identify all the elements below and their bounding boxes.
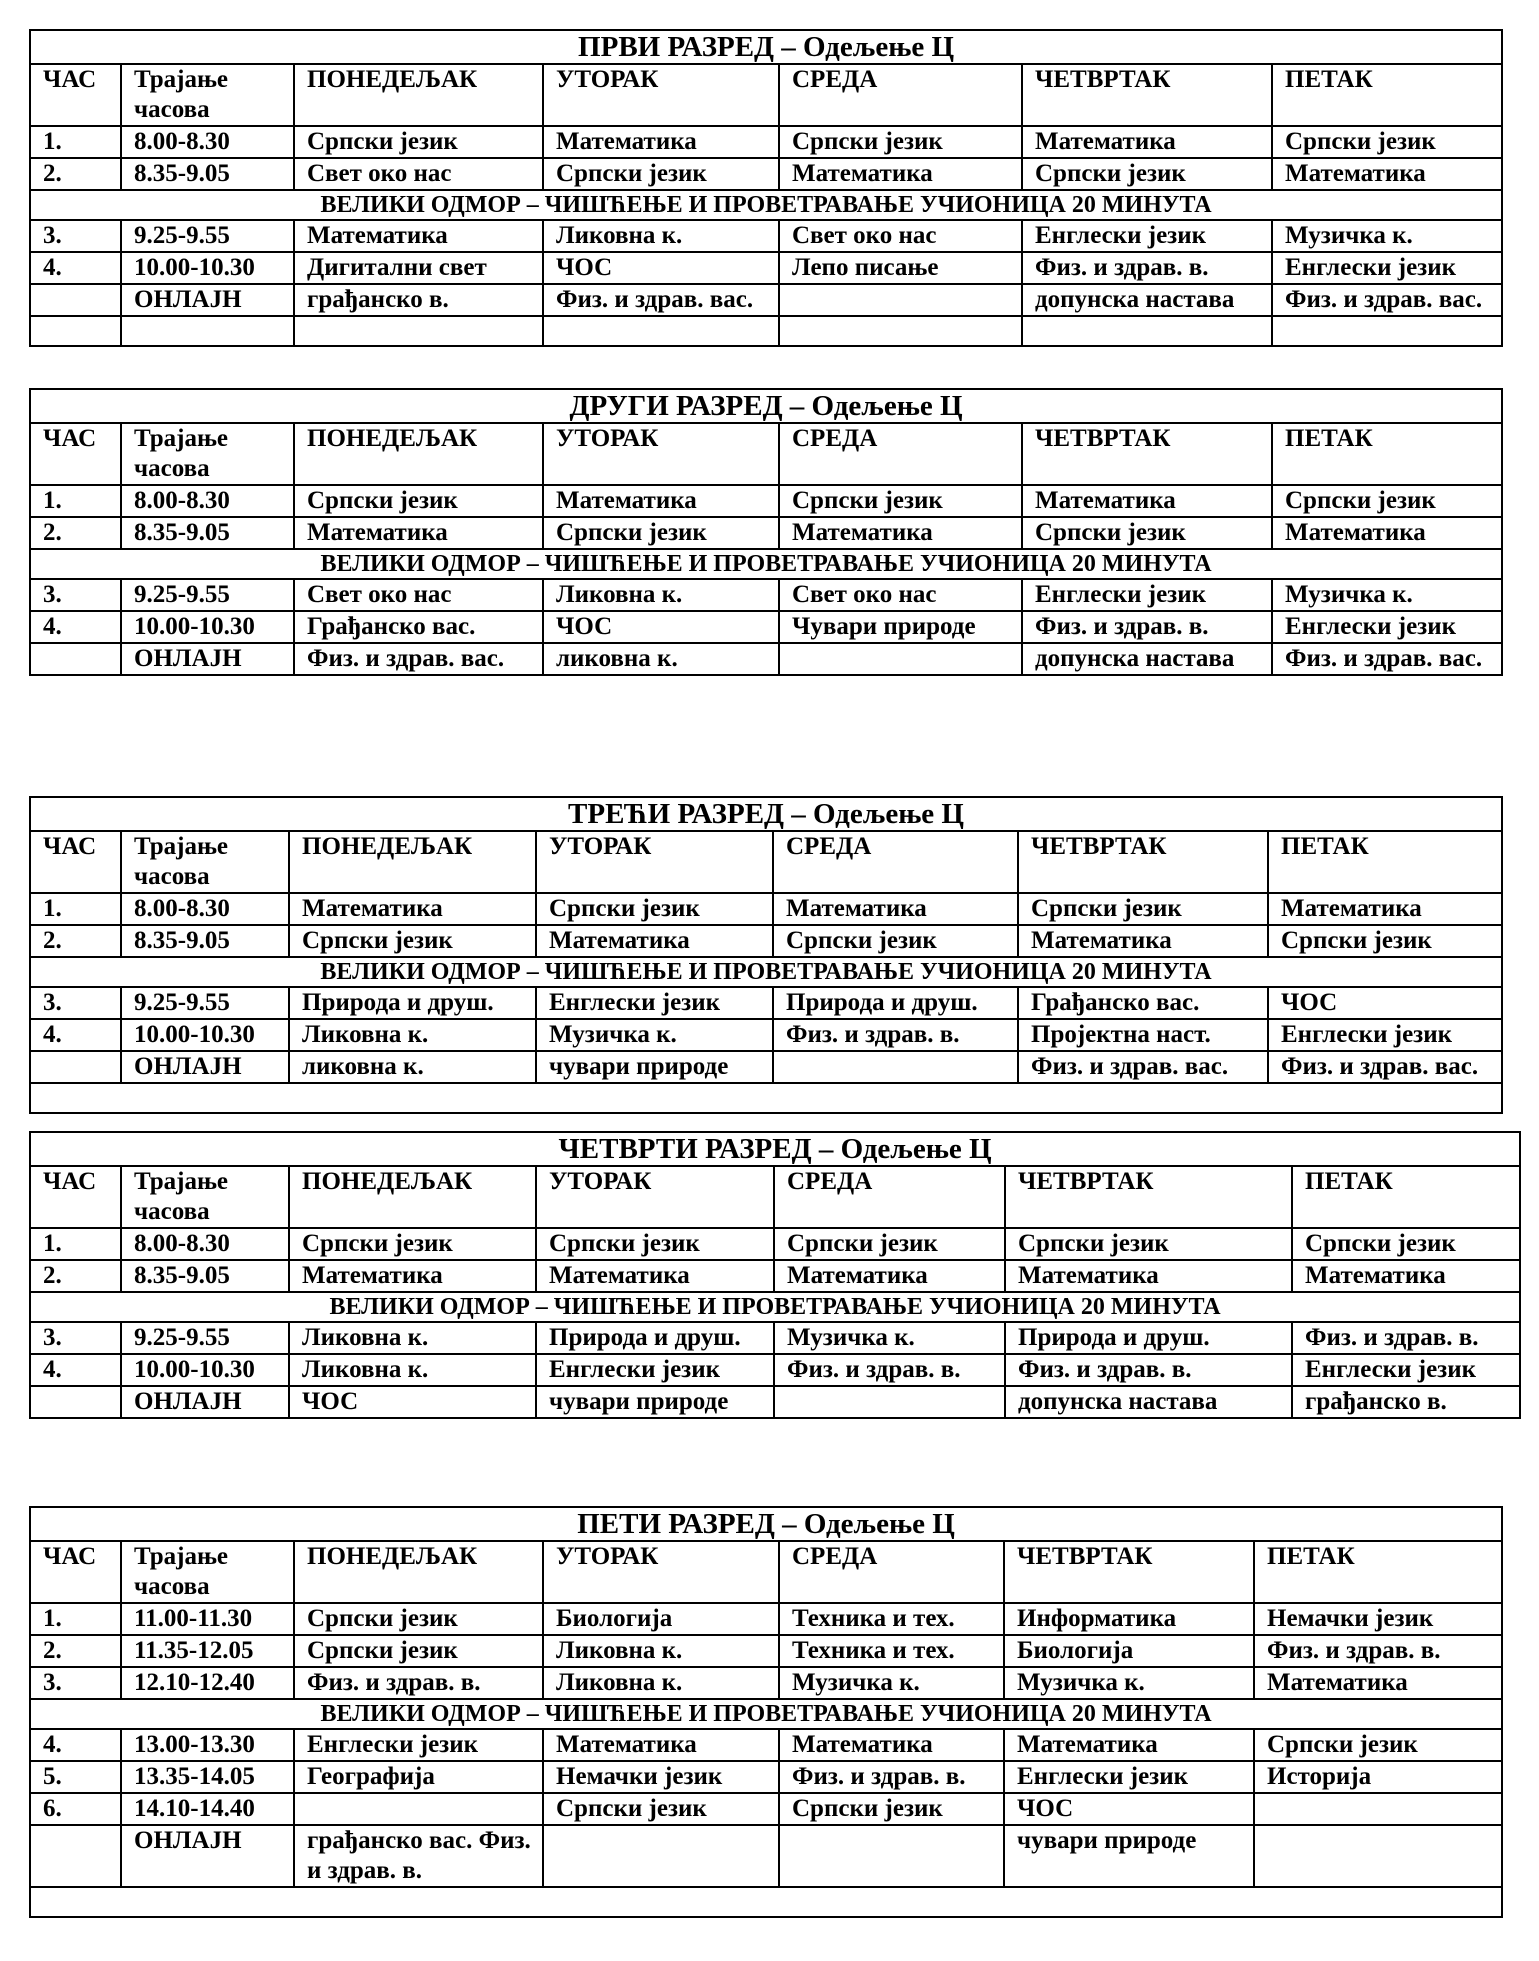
schedule-table (29, 29, 1503, 347)
schedule-cell: ликовна к. (289, 1051, 536, 1083)
schedule-cell: 10.00-10.30 (121, 611, 294, 643)
table-row (30, 517, 1502, 549)
schedule-cell: Лепо писање (779, 252, 1022, 284)
schedule-cell: 9.25-9.55 (121, 987, 289, 1019)
schedule-cell: Чувари природе (779, 611, 1022, 643)
schedule-cell: ОНЛАЈН (121, 284, 294, 316)
blank-cell (294, 316, 543, 346)
class-title: ТРЕЋИ РАЗРЕД – Одељење Ц (30, 797, 1502, 831)
schedule-cell: 12.10-12.40 (121, 1667, 294, 1699)
schedule-cell: допунска настава (1022, 643, 1272, 675)
schedule-cell: Музичка к. (779, 1667, 1004, 1699)
break-row (30, 190, 1502, 220)
table-row (30, 220, 1502, 252)
schedule-cell: Математика (1272, 517, 1502, 549)
schedule-cell (773, 1051, 1018, 1083)
schedule-cell: допунска настава (1022, 284, 1272, 316)
schedule-table (29, 1131, 1521, 1419)
schedule-cell: ликовна к. (543, 643, 779, 675)
schedule-cell: 9.25-9.55 (121, 579, 294, 611)
break-row (30, 1699, 1502, 1729)
schedule-cell: Математика (294, 517, 543, 549)
schedule-cell: ОНЛАЈН (121, 1386, 289, 1418)
schedule-cell: Српски језик (1005, 1228, 1292, 1260)
schedule-cell (1254, 1825, 1502, 1887)
title-row (30, 1507, 1502, 1541)
header-cell-mon: ПОНЕДЕЉАК (294, 64, 543, 126)
schedule-cell: чувари природе (1004, 1825, 1254, 1887)
header-cell-tue: УТОРАК (543, 64, 779, 126)
class-title: ПРВИ РАЗРЕД – Одељење Ц (30, 30, 1502, 64)
blank-cell (543, 316, 779, 346)
schedule-cell: 3. (30, 579, 121, 611)
schedule-cell: Техника и тех. (779, 1603, 1004, 1635)
header-row (30, 423, 1502, 485)
schedule-cell: 4. (30, 1729, 121, 1761)
schedule-cell (543, 1825, 779, 1887)
blank-cell (779, 316, 1022, 346)
schedule-cell: чувари природе (536, 1386, 774, 1418)
schedule-cell: Српски језик (779, 1793, 1004, 1825)
header-cell-thu: ЧЕТВРТАК (1005, 1166, 1292, 1228)
header-cell-period: ЧАС (30, 1541, 121, 1603)
schedule-cell: Музичка к. (536, 1019, 773, 1051)
header-cell-fri: ПЕТАК (1272, 64, 1502, 126)
header-row (30, 831, 1502, 893)
schedule-cell: Српски језик (1018, 893, 1268, 925)
header-cell-mon: ПОНЕДЕЉАК (289, 1166, 536, 1228)
schedule-cell: Математика (779, 517, 1022, 549)
break-row (30, 549, 1502, 579)
header-cell-period: ЧАС (30, 64, 121, 126)
header-cell-wed: СРЕДА (779, 423, 1022, 485)
table-row (30, 1793, 1502, 1825)
table-row (30, 1729, 1502, 1761)
schedule-cell: Физ. и здрав. в. (294, 1667, 543, 1699)
schedule-cell: Пројектна наст. (1018, 1019, 1268, 1051)
schedule-cell: Музичка к. (1272, 579, 1502, 611)
schedule-cell: 1. (30, 893, 121, 925)
header-cell-duration: Трајање часова (121, 423, 294, 485)
table-row (30, 1603, 1502, 1635)
schedule-cell: 13.35-14.05 (121, 1761, 294, 1793)
schedule-cell: Математика (289, 1260, 536, 1292)
schedule-cell: 4. (30, 611, 121, 643)
schedule-cell: Ликовна к. (543, 220, 779, 252)
schedule-cell: Математика (1018, 925, 1268, 957)
schedule-cell: Енглески језик (1272, 252, 1502, 284)
schedule-cell: чувари природе (536, 1051, 773, 1083)
schedule-cell: Српски језик (536, 1228, 774, 1260)
header-cell-duration: Трајање часова (121, 831, 289, 893)
header-cell-mon: ПОНЕДЕЉАК (294, 1541, 543, 1603)
blank-cell (1272, 316, 1502, 346)
schedule-cell: Свет око нас (779, 579, 1022, 611)
schedule-cell: Математика (543, 1729, 779, 1761)
break-notice: ВЕЛИКИ ОДМОР – ЧИШЋЕЊЕ И ПРОВЕТРАВАЊЕ УЧИОНИЦА 20 МИНУТА (30, 1292, 1520, 1322)
schedule-cell: 3. (30, 1322, 121, 1354)
schedule-cell: ЧОС (543, 252, 779, 284)
schedule-cell: 4. (30, 1019, 121, 1051)
header-cell-wed: СРЕДА (773, 831, 1018, 893)
schedule-cell: Српски језик (774, 1228, 1005, 1260)
schedule-cell: Српски језик (1254, 1729, 1502, 1761)
schedule-cell: Свет око нас (294, 158, 543, 190)
schedule-cell: Енглески језик (1272, 611, 1502, 643)
table-row (30, 485, 1502, 517)
header-cell-duration: Трајање часова (121, 64, 294, 126)
schedule-cell: Српски језик (294, 485, 543, 517)
schedule-cell: Енглески језик (1292, 1354, 1520, 1386)
schedule-cell: 2. (30, 1260, 121, 1292)
schedule-cell: Математика (773, 893, 1018, 925)
schedule-cell: Ликовна к. (289, 1019, 536, 1051)
header-cell-thu: ЧЕТВРТАК (1004, 1541, 1254, 1603)
schedule-cell: 10.00-10.30 (121, 252, 294, 284)
schedule-cell: Природа и друш. (1005, 1322, 1292, 1354)
schedule-cell: Физ. и здрав. в. (1022, 252, 1272, 284)
schedule-cell (779, 1825, 1004, 1887)
schedule-cell: 8.35-9.05 (121, 1260, 289, 1292)
schedule-cell: Ликовна к. (543, 1635, 779, 1667)
blank-row (30, 1887, 1502, 1917)
header-cell-mon: ПОНЕДЕЉАК (289, 831, 536, 893)
header-cell-period: ЧАС (30, 831, 121, 893)
table-row (30, 1386, 1520, 1418)
table-row (30, 987, 1502, 1019)
break-row (30, 957, 1502, 987)
schedule-cell: Математика (543, 126, 779, 158)
schedule-cell: Енглески језик (536, 987, 773, 1019)
header-row (30, 1166, 1520, 1228)
table-row (30, 158, 1502, 190)
schedule-cell: ЧОС (543, 611, 779, 643)
schedule-cell: ЧОС (1268, 987, 1502, 1019)
schedule-cell: 8.35-9.05 (121, 158, 294, 190)
schedule-cell: Српски језик (294, 126, 543, 158)
schedule-cell: 10.00-10.30 (121, 1354, 289, 1386)
schedule-cell: 2. (30, 158, 121, 190)
schedule-cell: 1. (30, 126, 121, 158)
header-cell-wed: СРЕДА (774, 1166, 1005, 1228)
table-row (30, 1761, 1502, 1793)
schedule-cell: Немачки језик (1254, 1603, 1502, 1635)
table-row (30, 893, 1502, 925)
schedule-cell: Математика (536, 1260, 774, 1292)
schedule-cell: Физ. и здрав. в. (774, 1354, 1005, 1386)
schedule-cell (30, 1051, 121, 1083)
schedule-cell: Физ. и здрав. вас. (1268, 1051, 1502, 1083)
schedule-cell: 8.00-8.30 (121, 1228, 289, 1260)
schedule-cell: Природа и друш. (289, 987, 536, 1019)
schedule-cell: Грађанско вас. (294, 611, 543, 643)
schedule-cell: ЧОС (1004, 1793, 1254, 1825)
header-cell-wed: СРЕДА (779, 64, 1022, 126)
blank-cell (121, 316, 294, 346)
schedule-cell: 8.35-9.05 (121, 517, 294, 549)
schedule-cell: Српски језик (1272, 485, 1502, 517)
schedule-cell: Музичка к. (1004, 1667, 1254, 1699)
table-row (30, 643, 1502, 675)
table-row (30, 1825, 1502, 1887)
schedule-cell (30, 1386, 121, 1418)
schedule-cell: Српски језик (779, 485, 1022, 517)
header-cell-fri: ПЕТАК (1254, 1541, 1502, 1603)
schedule-cell: 8.00-8.30 (121, 485, 294, 517)
schedule-cell: Српски језик (289, 1228, 536, 1260)
schedule-cell: Српски језик (1272, 126, 1502, 158)
schedule-cell: Енглески језик (1022, 579, 1272, 611)
header-cell-duration: Трајање часова (121, 1166, 289, 1228)
schedule-cell: Биологија (543, 1603, 779, 1635)
header-cell-duration: Трајање часова (121, 1541, 294, 1603)
schedule-table (29, 796, 1503, 1114)
schedule-cell: ОНЛАЈН (121, 1825, 294, 1887)
schedule-cell: 3. (30, 1667, 121, 1699)
schedule-cell: Математика (1005, 1260, 1292, 1292)
schedule-cell: Математика (779, 158, 1022, 190)
header-cell-fri: ПЕТАК (1268, 831, 1502, 893)
schedule-cell: ОНЛАЈН (121, 1051, 289, 1083)
schedule-cell: 1. (30, 1603, 121, 1635)
header-cell-tue: УТОРАК (536, 831, 773, 893)
title-row (30, 30, 1502, 64)
schedule-cell: Математика (1254, 1667, 1502, 1699)
schedule-cell: Енглески језик (294, 1729, 543, 1761)
schedule-cell: Енглески језик (536, 1354, 774, 1386)
header-cell-tue: УТОРАК (543, 423, 779, 485)
header-cell-thu: ЧЕТВРТАК (1022, 423, 1272, 485)
schedule-cell: 11.00-11.30 (121, 1603, 294, 1635)
schedule-cell: Свет око нас (294, 579, 543, 611)
schedule-cell: Физ. и здрав. в. (1292, 1322, 1520, 1354)
title-row (30, 797, 1502, 831)
schedule-cell: Ликовна к. (543, 579, 779, 611)
schedule-cell: Дигитални свет (294, 252, 543, 284)
schedule-cell: Математика (774, 1260, 1005, 1292)
break-notice: ВЕЛИКИ ОДМОР – ЧИШЋЕЊЕ И ПРОВЕТРАВАЊЕ УЧИОНИЦА 20 МИНУТА (30, 1699, 1502, 1729)
table-row (30, 252, 1502, 284)
schedule-cell (30, 284, 121, 316)
schedule-cell: Српски језик (536, 893, 773, 925)
schedule-cell: 2. (30, 925, 121, 957)
schedule-cell: Српски језик (1022, 158, 1272, 190)
schedule-cell: Природа и друш. (536, 1322, 774, 1354)
schedule-cell: Математика (289, 893, 536, 925)
break-row (30, 1292, 1520, 1322)
header-cell-thu: ЧЕТВРТАК (1018, 831, 1268, 893)
header-cell-mon: ПОНЕДЕЉАК (294, 423, 543, 485)
blank-cell (1022, 316, 1272, 346)
schedule-cell (774, 1386, 1005, 1418)
table-row (30, 1051, 1502, 1083)
schedule-cell: 10.00-10.30 (121, 1019, 289, 1051)
table-row (30, 1354, 1520, 1386)
schedule-cell: 8.00-8.30 (121, 126, 294, 158)
schedule-cell: Биологија (1004, 1635, 1254, 1667)
schedule-cell: Географија (294, 1761, 543, 1793)
schedule-cell: 11.35-12.05 (121, 1635, 294, 1667)
schedule-cell: Математика (1272, 158, 1502, 190)
schedule-cell: Физ. и здрав. в. (779, 1761, 1004, 1793)
table-row (30, 611, 1502, 643)
schedule-cell: Енглески језик (1004, 1761, 1254, 1793)
schedule-cell: 4. (30, 1354, 121, 1386)
table-row (30, 1667, 1502, 1699)
blank-cell (30, 316, 121, 346)
table-row (30, 925, 1502, 957)
schedule-cell: 14.10-14.40 (121, 1793, 294, 1825)
header-cell-period: ЧАС (30, 423, 121, 485)
schedule-cell: Српски језик (294, 1603, 543, 1635)
header-cell-thu: ЧЕТВРТАК (1022, 64, 1272, 126)
schedule-cell: Математика (1004, 1729, 1254, 1761)
schedule-cell: 5. (30, 1761, 121, 1793)
schedule-cell: Грађанско вас. (1018, 987, 1268, 1019)
schedule-cell: Српски језик (1022, 517, 1272, 549)
header-cell-tue: УТОРАК (543, 1541, 779, 1603)
class-title: ЧЕТВРТИ РАЗРЕД – Одељење Ц (30, 1132, 1520, 1166)
schedule-cell: допунска настава (1005, 1386, 1292, 1418)
schedule-cell: Српски језик (1292, 1228, 1520, 1260)
schedule-cell: Српски језик (543, 1793, 779, 1825)
schedule-cell: Музичка к. (774, 1322, 1005, 1354)
schedule-cell: 2. (30, 1635, 121, 1667)
table-row (30, 1228, 1520, 1260)
schedule-cell: Физ. и здрав. вас. (294, 643, 543, 675)
break-notice: ВЕЛИКИ ОДМОР – ЧИШЋЕЊЕ И ПРОВЕТРАВАЊЕ УЧИОНИЦА 20 МИНУТА (30, 549, 1502, 579)
schedule-cell: Немачки језик (543, 1761, 779, 1793)
blank-cell (30, 1887, 1502, 1917)
schedule-cell: Математика (779, 1729, 1004, 1761)
schedule-cell: Српски језик (289, 925, 536, 957)
schedule-cell: 9.25-9.55 (121, 1322, 289, 1354)
schedule-cell: Математика (536, 925, 773, 957)
table-row (30, 579, 1502, 611)
schedule-cell: Физ. и здрав. в. (1254, 1635, 1502, 1667)
header-cell-period: ЧАС (30, 1166, 121, 1228)
schedule-cell: Историја (1254, 1761, 1502, 1793)
class-title: ПЕТИ РАЗРЕД – Одељење Ц (30, 1507, 1502, 1541)
schedule-cell: грађанско вас. Физ. и здрав. в. (294, 1825, 543, 1887)
schedule-cell: грађанско в. (294, 284, 543, 316)
schedule-cell: Ликовна к. (289, 1322, 536, 1354)
schedule-cell: 1. (30, 485, 121, 517)
schedule-cell: Српски језик (543, 517, 779, 549)
schedule-cell: Физ. и здрав. в. (1022, 611, 1272, 643)
schedule-cell: грађанско в. (1292, 1386, 1520, 1418)
schedule-cell (1254, 1793, 1502, 1825)
schedule-cell: Српски језик (1268, 925, 1502, 957)
schedule-cell: Српски језик (773, 925, 1018, 957)
schedule-cell: Енглески језик (1022, 220, 1272, 252)
schedule-cell: Математика (1268, 893, 1502, 925)
schedule-cell: Српски језик (543, 158, 779, 190)
table-row (30, 1322, 1520, 1354)
table-row (30, 284, 1502, 316)
schedule-cell (294, 1793, 543, 1825)
title-row (30, 1132, 1520, 1166)
break-notice: ВЕЛИКИ ОДМОР – ЧИШЋЕЊЕ И ПРОВЕТРАВАЊЕ УЧИОНИЦА 20 МИНУТА (30, 957, 1502, 987)
schedule-table (29, 1506, 1503, 1918)
break-notice: ВЕЛИКИ ОДМОР – ЧИШЋЕЊЕ И ПРОВЕТРАВАЊЕ УЧИОНИЦА 20 МИНУТА (30, 190, 1502, 220)
table-row (30, 1260, 1520, 1292)
schedule-cell (779, 643, 1022, 675)
schedule-cell: Енглески језик (1268, 1019, 1502, 1051)
schedule-cell: ЧОС (289, 1386, 536, 1418)
schedule-cell: ОНЛАЈН (121, 643, 294, 675)
schedule-table (29, 388, 1503, 676)
title-row (30, 389, 1502, 423)
schedule-cell: Физ. и здрав. вас. (1272, 643, 1502, 675)
schedule-cell: 13.00-13.30 (121, 1729, 294, 1761)
schedule-cell (779, 284, 1022, 316)
schedule-cell: Музичка к. (1272, 220, 1502, 252)
schedule-cell: 8.00-8.30 (121, 893, 289, 925)
table-row (30, 126, 1502, 158)
schedule-cell: Математика (1022, 485, 1272, 517)
schedule-cell: 2. (30, 517, 121, 549)
schedule-cell: Ликовна к. (543, 1667, 779, 1699)
schedule-cell: Ликовна к. (289, 1354, 536, 1386)
schedule-cell: 3. (30, 987, 121, 1019)
header-cell-tue: УТОРАК (536, 1166, 774, 1228)
blank-cell (30, 1083, 1502, 1113)
schedule-cell: Физ. и здрав. в. (1005, 1354, 1292, 1386)
schedule-cell: Физ. и здрав. в. (773, 1019, 1018, 1051)
schedule-cell: Математика (294, 220, 543, 252)
header-cell-fri: ПЕТАК (1292, 1166, 1520, 1228)
schedule-cell: Информатика (1004, 1603, 1254, 1635)
schedule-cell: Српски језик (779, 126, 1022, 158)
header-row (30, 1541, 1502, 1603)
schedule-cell: Свет око нас (779, 220, 1022, 252)
schedule-cell: Српски језик (294, 1635, 543, 1667)
schedule-cell: Физ. и здрав. вас. (543, 284, 779, 316)
table-row (30, 1019, 1502, 1051)
blank-row (30, 1083, 1502, 1113)
schedule-cell (30, 1825, 121, 1887)
schedule-cell: Техника и тех. (779, 1635, 1004, 1667)
schedule-cell: Математика (1292, 1260, 1520, 1292)
schedule-cell: Физ. и здрав. вас. (1018, 1051, 1268, 1083)
schedule-cell: 4. (30, 252, 121, 284)
schedule-cell: 8.35-9.05 (121, 925, 289, 957)
schedule-cell: Физ. и здрав. вас. (1272, 284, 1502, 316)
schedule-cell: Природа и друш. (773, 987, 1018, 1019)
class-title: ДРУГИ РАЗРЕД – Одељење Ц (30, 389, 1502, 423)
schedule-cell: 9.25-9.55 (121, 220, 294, 252)
schedule-cell: Математика (1022, 126, 1272, 158)
header-row (30, 64, 1502, 126)
schedule-cell: Математика (543, 485, 779, 517)
blank-row (30, 316, 1502, 346)
schedule-cell (30, 643, 121, 675)
header-cell-wed: СРЕДА (779, 1541, 1004, 1603)
schedule-cell: 3. (30, 220, 121, 252)
header-cell-fri: ПЕТАК (1272, 423, 1502, 485)
table-row (30, 1635, 1502, 1667)
schedule-cell: 6. (30, 1793, 121, 1825)
schedule-cell: 1. (30, 1228, 121, 1260)
